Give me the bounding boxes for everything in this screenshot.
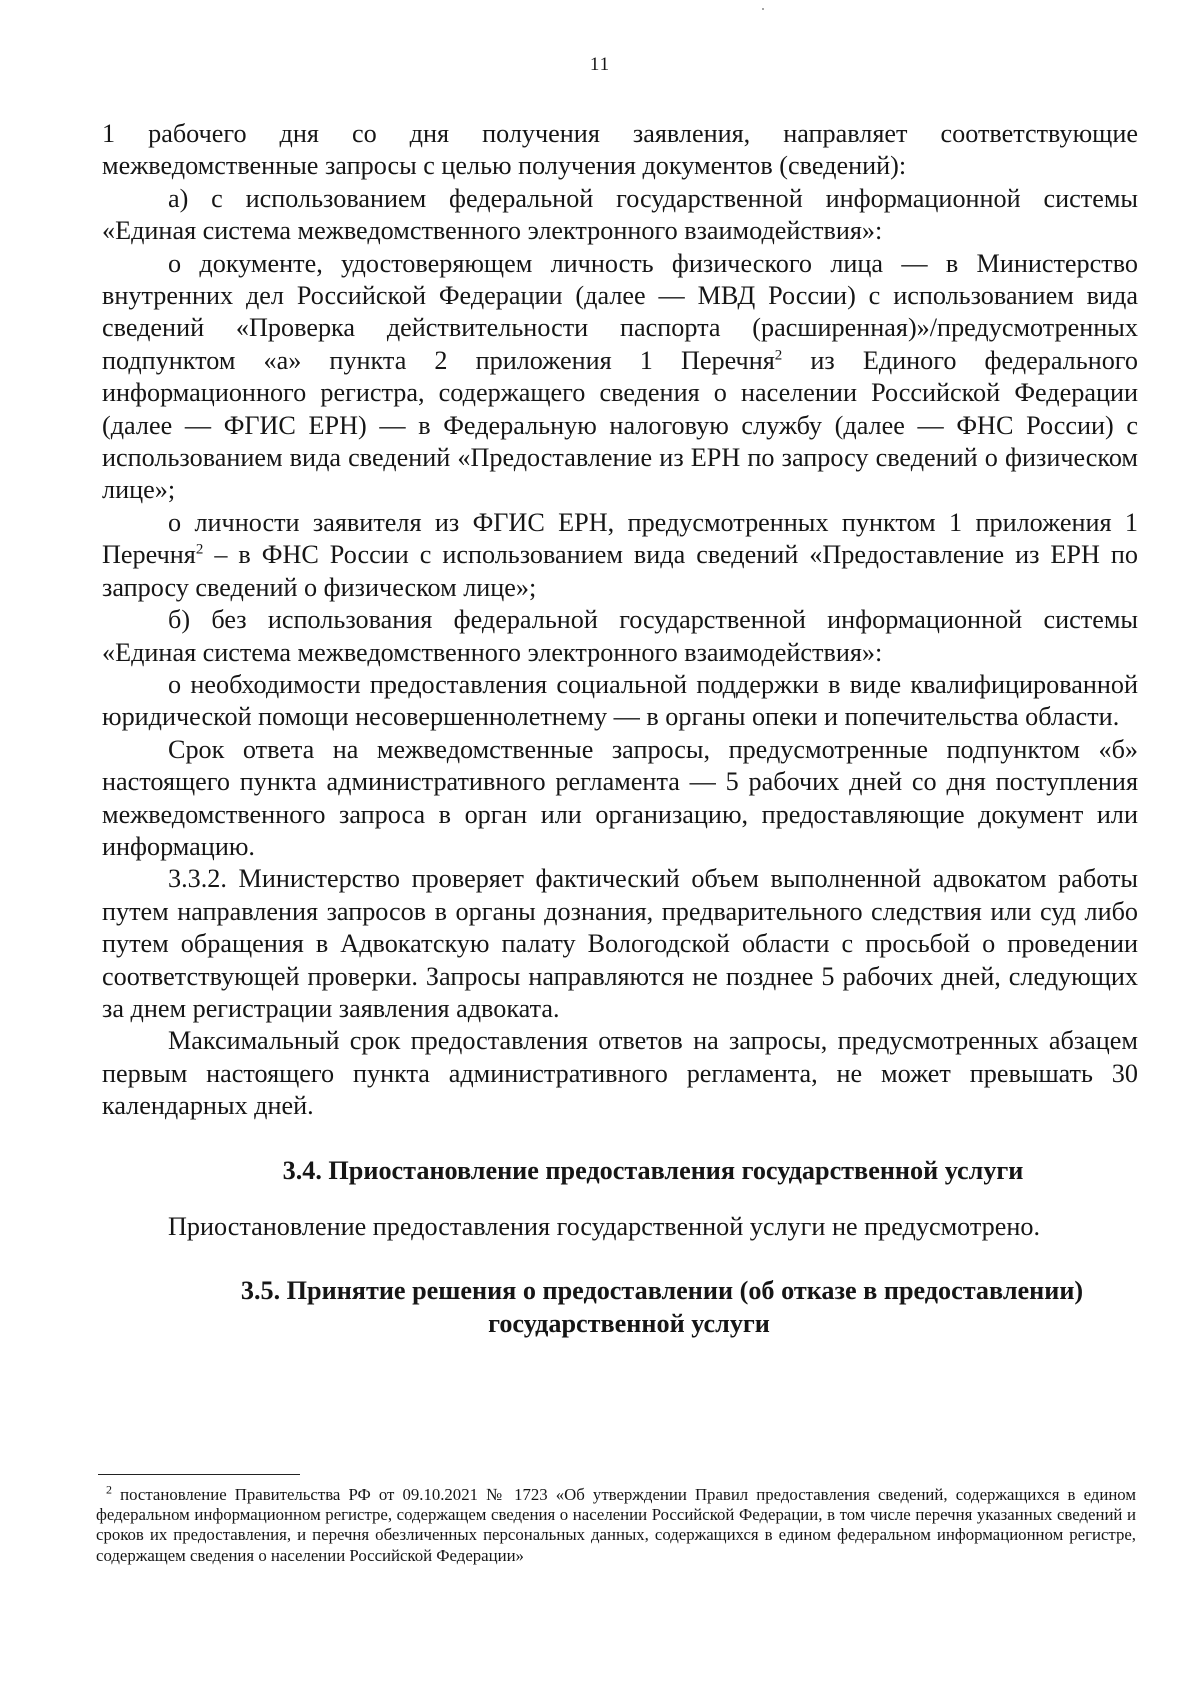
- paragraph-text: о личности заявителя из ФГИС ЕРН, предусмотренных пунктом 1 приложения 1 Перечня: [102, 507, 1138, 570]
- page-number: 11: [589, 54, 611, 75]
- footnote-reference: 2: [195, 541, 204, 558]
- footnote: [96, 1482, 1136, 1566]
- paragraph: 1 рабочего дня со дня получения заявления, направляет соответствующие межведомственные запросы с целью получения документов (сведений):: [102, 119, 1138, 181]
- section-3-4-text: Приостановление предоставления государственной услуги не предусмотрено.: [168, 1212, 1041, 1241]
- paragraph: [102, 248, 1138, 507]
- footnote-reference: 2: [774, 347, 783, 364]
- paragraph: а) с использованием федеральной государственной информационной системы «Единая система межведомственного электронного взаимодействия»:: [102, 183, 1138, 246]
- paragraph: 3.3.2. Министерство проверяет фактический объем выполненной адвокатом работы путем направления запросов в органы дознания, предварительного следствия или суд либо путем обращения в Адвокатскую палату Вологодской области с просьбой о проведении соответствующей проверки. Запросы направляются не позднее 5 рабочих дней, следующих за днем регистрации заявления адвоката.: [102, 864, 1138, 1023]
- footnote-text: постановление Правительства РФ от 09.10.2021 № 1723 «Об утверждении Правил предоставления сведений, содержащихся в едином федеральном информационном регистре, содержащем сведения о населении Российской Федерации, в том числе перечня указанных сведений и сроков их предоставления, и перечня обезличенных персональных данных, содержащихся в едином федеральном информационном регистре, содержащем сведения о населении Российской Федерации»: [96, 1485, 1136, 1565]
- paragraph: о необходимости предоставления социальной поддержки в виде квалифицированной юридической помощи несовершеннолетнему — в органы опеки и попечительства области.: [102, 669, 1138, 732]
- section-heading-3-5: 3.5. Принятие решения о предоставлении (об отказе в предоставлении) государственной услуги: [240, 1276, 1084, 1338]
- paragraph: б) без использования федеральной государственной информационной системы «Единая система межведомственного электронного взаимодействия»:: [102, 605, 1138, 667]
- scan-speck: [762, 8, 764, 10]
- paragraph-text: о документе, удостоверяющем личность физического лица — в Министерство внутренних дел Российской Федерации (далее — МВД России) с использованием вида сведений «Проверка действительности паспорта (расширенная)»/предусмотренных подпунктом «а» пункта 2 приложения 1 Перечня: [102, 248, 1138, 375]
- paragraph-text: – в ФНС России с использованием вида сведений «Предоставление из ЕРН по запросу сведений о физическом лице»;: [102, 540, 1138, 602]
- paragraph: Максимальный срок предоставления ответов на запросы, предусмотренных абзацем первым настоящего пункта административного регламента, не может превышать 30 календарных дней.: [102, 1026, 1138, 1121]
- document-body: [102, 118, 1138, 1340]
- footnote-separator: [98, 1474, 300, 1475]
- footnote-marker: 2: [106, 1482, 112, 1497]
- paragraph: [102, 507, 1138, 604]
- paragraph-text: из Единого федерального информационного регистра, содержащего сведения о населении Российской Федерации (далее — ФГИС ЕРН) — в Федеральную налоговую службу (далее — ФНС России) с использованием вида сведений «Предоставление из ЕРН по запросу сведений о физическом лице»;: [102, 345, 1138, 505]
- section-heading-3-4: 3.4. Приостановление предоставления государственной услуги: [282, 1155, 1024, 1185]
- paragraph: Срок ответа на межведомственные запросы, предусмотренные подпунктом «б» настоящего пункта административного регламента — 5 рабочих дней со дня поступления межведомственного запроса в орган или организацию, предоставляющие документ или информацию.: [102, 734, 1138, 861]
